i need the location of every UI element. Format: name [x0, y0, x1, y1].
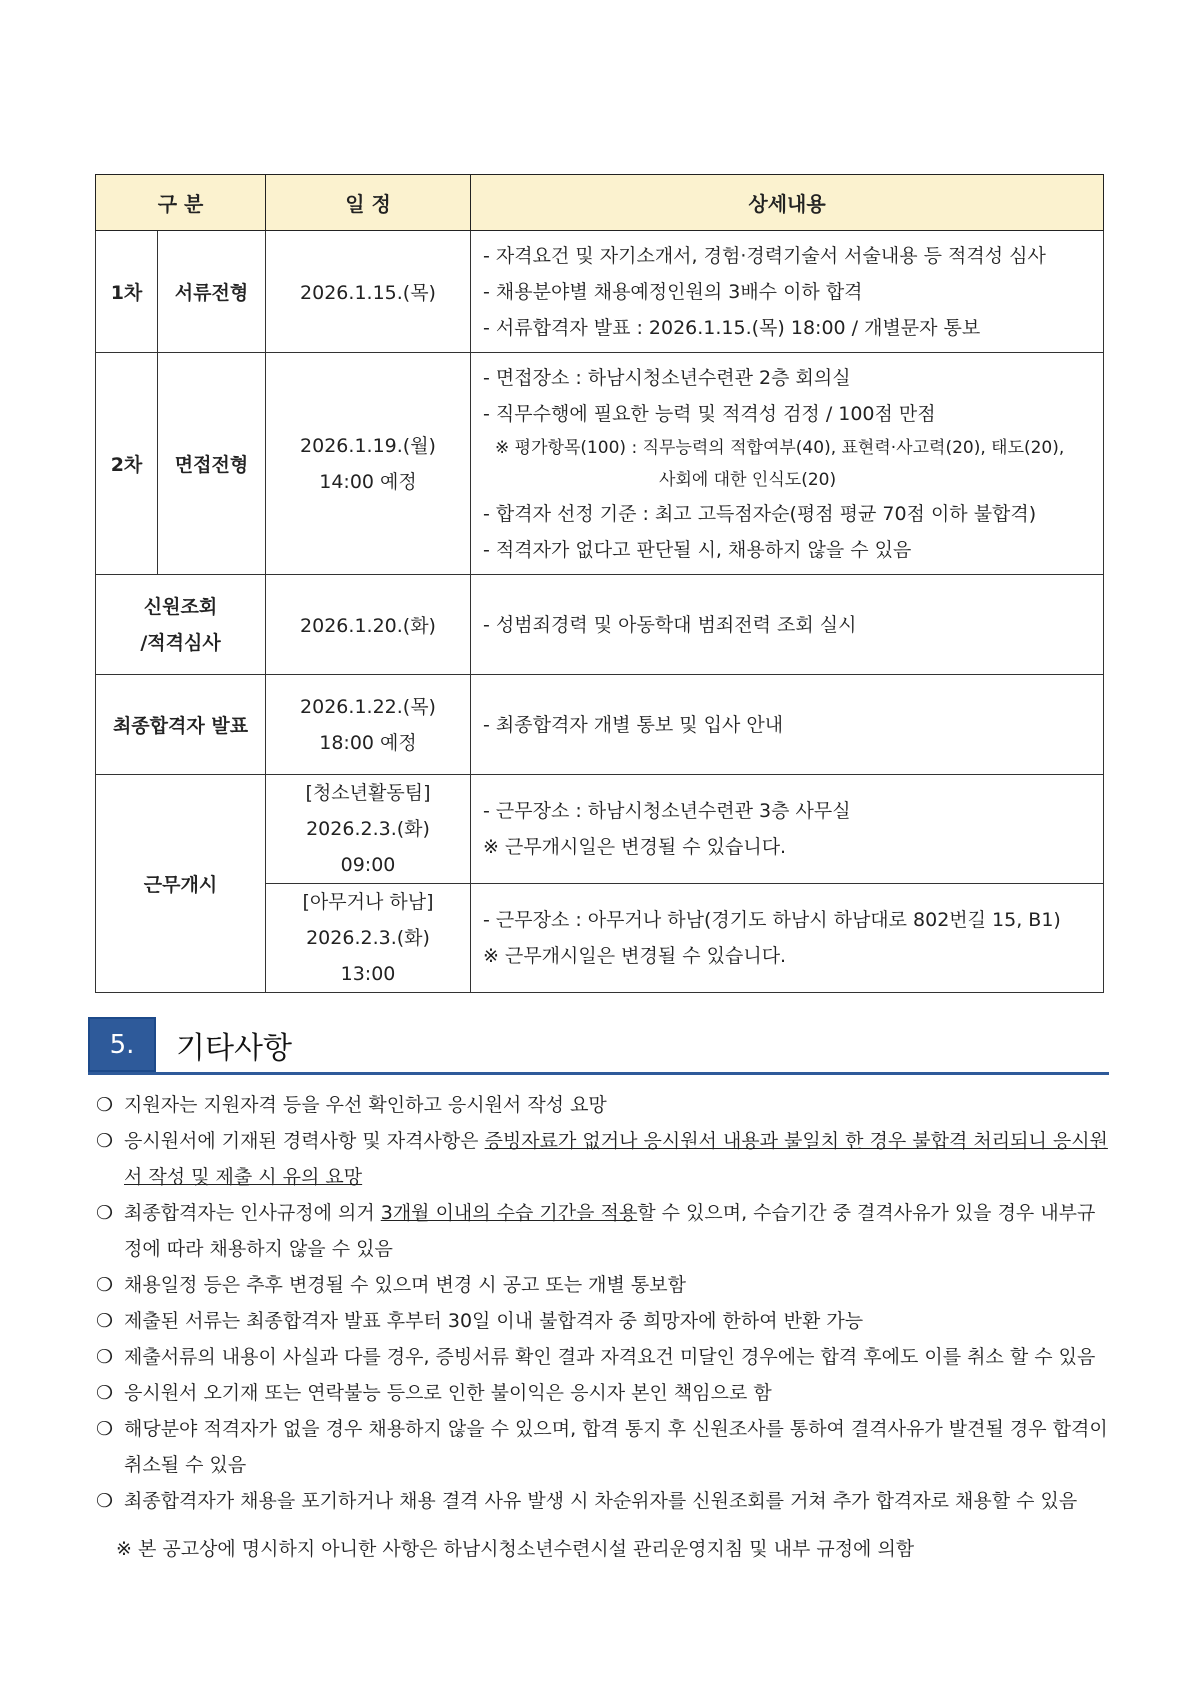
stage-date	[266, 675, 471, 775]
label-line: 신원조회	[143, 595, 218, 618]
date-line: 2026.2.3.(화) 09:00	[306, 818, 430, 876]
circle-bullet-icon: ❍	[96, 1310, 114, 1332]
stage-label: 1차	[96, 231, 158, 353]
stage-label	[96, 575, 266, 675]
stage-date: 2026.1.20.(화)	[266, 575, 471, 675]
section-heading	[88, 1017, 1109, 1075]
date-line: 2026.1.19.(월)	[300, 434, 436, 457]
detail-line: - 면접장소 : 하남시청소년수련관 2층 회의실	[483, 366, 851, 389]
header-category: 구 분	[96, 175, 266, 231]
table-row	[96, 675, 1104, 775]
list-item	[96, 1483, 1111, 1519]
stage-details	[471, 775, 1104, 884]
circle-bullet-icon: ❍	[96, 1382, 114, 1404]
header-details: 상세내용	[471, 175, 1104, 231]
table-row	[96, 775, 1104, 884]
table-row	[96, 231, 1104, 353]
schedule-table	[95, 174, 1104, 993]
date-line: 2026.1.22.(목)	[300, 695, 436, 718]
list-item	[96, 1339, 1111, 1375]
note-text: 제출서류의 내용이 사실과 다를 경우, 증빙서류 확인 결과 자격요건 미달인 경우에는 합격 후에도 이를 취소 할 수 있음	[124, 1346, 1096, 1368]
stage-details: - 성범죄경력 및 아동학대 범죄전력 조회 실시	[471, 575, 1104, 675]
header-schedule: 일 정	[266, 175, 471, 231]
circle-bullet-icon: ❍	[96, 1490, 114, 1512]
time-line: 14:00 예정	[319, 470, 417, 493]
list-item	[96, 1087, 1111, 1123]
note-text: 지원자는 지원자격 등을 우선 확인하고 응시원서 작성 요망	[124, 1094, 607, 1116]
note-text: 응시원서 오기재 또는 연락불능 등으로 인한 불이익은 응시자 본인 책임으로 함	[124, 1382, 772, 1404]
circle-bullet-icon: ❍	[96, 1274, 114, 1296]
detail-note: ※ 근무개시일은 변경될 수 있습니다.	[483, 836, 787, 858]
stage-date	[266, 884, 471, 993]
table-row	[96, 575, 1104, 675]
detail-note: 사회에 대한 인식도(20)	[659, 469, 837, 490]
section-number: 5.	[88, 1017, 156, 1072]
circle-bullet-icon: ❍	[96, 1094, 114, 1116]
list-item	[96, 1123, 1111, 1195]
detail-line: - 적격자가 없다고 판단될 시, 채용하지 않을 수 있음	[483, 538, 912, 561]
circle-bullet-icon: ❍	[96, 1130, 114, 1152]
stage-label: 2차	[96, 353, 158, 575]
stage-date	[266, 775, 471, 884]
list-item	[96, 1195, 1111, 1267]
notes-list	[96, 1087, 1111, 1519]
detail-line: - 직무수행에 필요한 능력 및 적격성 검정 / 100점 만점	[483, 402, 936, 425]
stage-label: 최종합격자 발표	[96, 675, 266, 775]
table-header-row	[96, 175, 1104, 231]
list-item	[96, 1411, 1111, 1483]
list-item	[96, 1267, 1111, 1303]
detail-note: ※ 근무개시일은 변경될 수 있습니다.	[483, 945, 787, 967]
note-text: 최종합격자가 채용을 포기하거나 채용 결격 사유 발생 시 차순위자를 신원조회를 거쳐 추가 합격자로 채용할 수 있음	[124, 1490, 1078, 1512]
stage-label: 근무개시	[96, 775, 266, 993]
stage-details: - 최종합격자 개별 통보 및 입사 안내	[471, 675, 1104, 775]
detail-line: - 채용분야별 채용예정인원의 3배수 이하 합격	[483, 280, 863, 303]
section-title: 기타사항	[176, 1031, 292, 1066]
note-text-underlined: 증빙자료가 없거나 응시원서 내용과 불일치 한 경우 불합격 처리되니 응시원서 작성 및 제출 시 유의 요망	[124, 1130, 1108, 1188]
stage-date: 2026.1.15.(목)	[266, 231, 471, 353]
stage-details	[471, 884, 1104, 993]
footnote: ※ 본 공고상에 명시하지 아니한 사항은 하남시청소년수련시설 관리운영지침 및 내부 규정에 의함	[116, 1538, 915, 1560]
detail-line: - 합격자 선정 기준 : 최고 고득점자순(평점 평균 70점 이하 불합격)	[483, 502, 1037, 525]
stage-details	[471, 353, 1104, 575]
date-line: 2026.2.3.(화) 13:00	[306, 927, 430, 985]
detail-line: - 근무장소 : 아무거나 하남(경기도 하남시 하남대로 802번길 15, B1)	[483, 909, 1061, 931]
detail-line: - 자격요건 및 자기소개서, 경험·경력기술서 서술내용 등 적격성 심사	[483, 244, 1046, 267]
stage-type: 서류전형	[158, 231, 266, 353]
note-text: 제출된 서류는 최종합격자 발표 후부터 30일 이내 불합격자 중 희망자에 한하여 반환 가능	[124, 1310, 864, 1332]
circle-bullet-icon: ❍	[96, 1346, 114, 1368]
detail-note: ※ 평가항목(100) : 직무능력의 적합여부(40), 표현력·사고력(20), 태도(20),	[495, 437, 1065, 458]
label-line: /적격심사	[140, 631, 221, 654]
note-text: 최종합격자는 인사규정에 의거	[124, 1202, 381, 1224]
note-text: 할 수 있으며, 수습기간 중 결격사유가 있을 경우 내부규정에 따라 채용하지 않을 수 있음	[124, 1202, 1096, 1260]
time-line: 18:00 예정	[319, 731, 417, 754]
circle-bullet-icon: ❍	[96, 1202, 114, 1224]
list-item	[96, 1303, 1111, 1339]
note-text-underlined: 3개월 이내의 수습 기간을 적용	[380, 1202, 638, 1224]
team-name: [청소년활동팀]	[305, 782, 431, 804]
note-text: 해당분야 적격자가 없을 경우 채용하지 않을 수 있으며, 합격 통지 후 신원조사를 통하여 결격사유가 발견될 경우 합격이 취소될 수 있음	[124, 1418, 1108, 1476]
stage-date	[266, 353, 471, 575]
team-name: [아무거나 하남]	[302, 891, 434, 913]
table-row	[96, 353, 1104, 575]
detail-line: - 서류합격자 발표 : 2026.1.15.(목) 18:00 / 개별문자 통보	[483, 316, 981, 339]
note-text: 응시원서에 기재된 경력사항 및 자격사항은	[124, 1130, 485, 1152]
stage-details	[471, 231, 1104, 353]
circle-bullet-icon: ❍	[96, 1418, 114, 1440]
note-text: 채용일정 등은 추후 변경될 수 있으며 변경 시 공고 또는 개별 통보함	[124, 1274, 686, 1296]
stage-type: 면접전형	[158, 353, 266, 575]
detail-line: - 근무장소 : 하남시청소년수련관 3층 사무실	[483, 800, 851, 822]
section-divider	[88, 1072, 1109, 1075]
list-item	[96, 1375, 1111, 1411]
